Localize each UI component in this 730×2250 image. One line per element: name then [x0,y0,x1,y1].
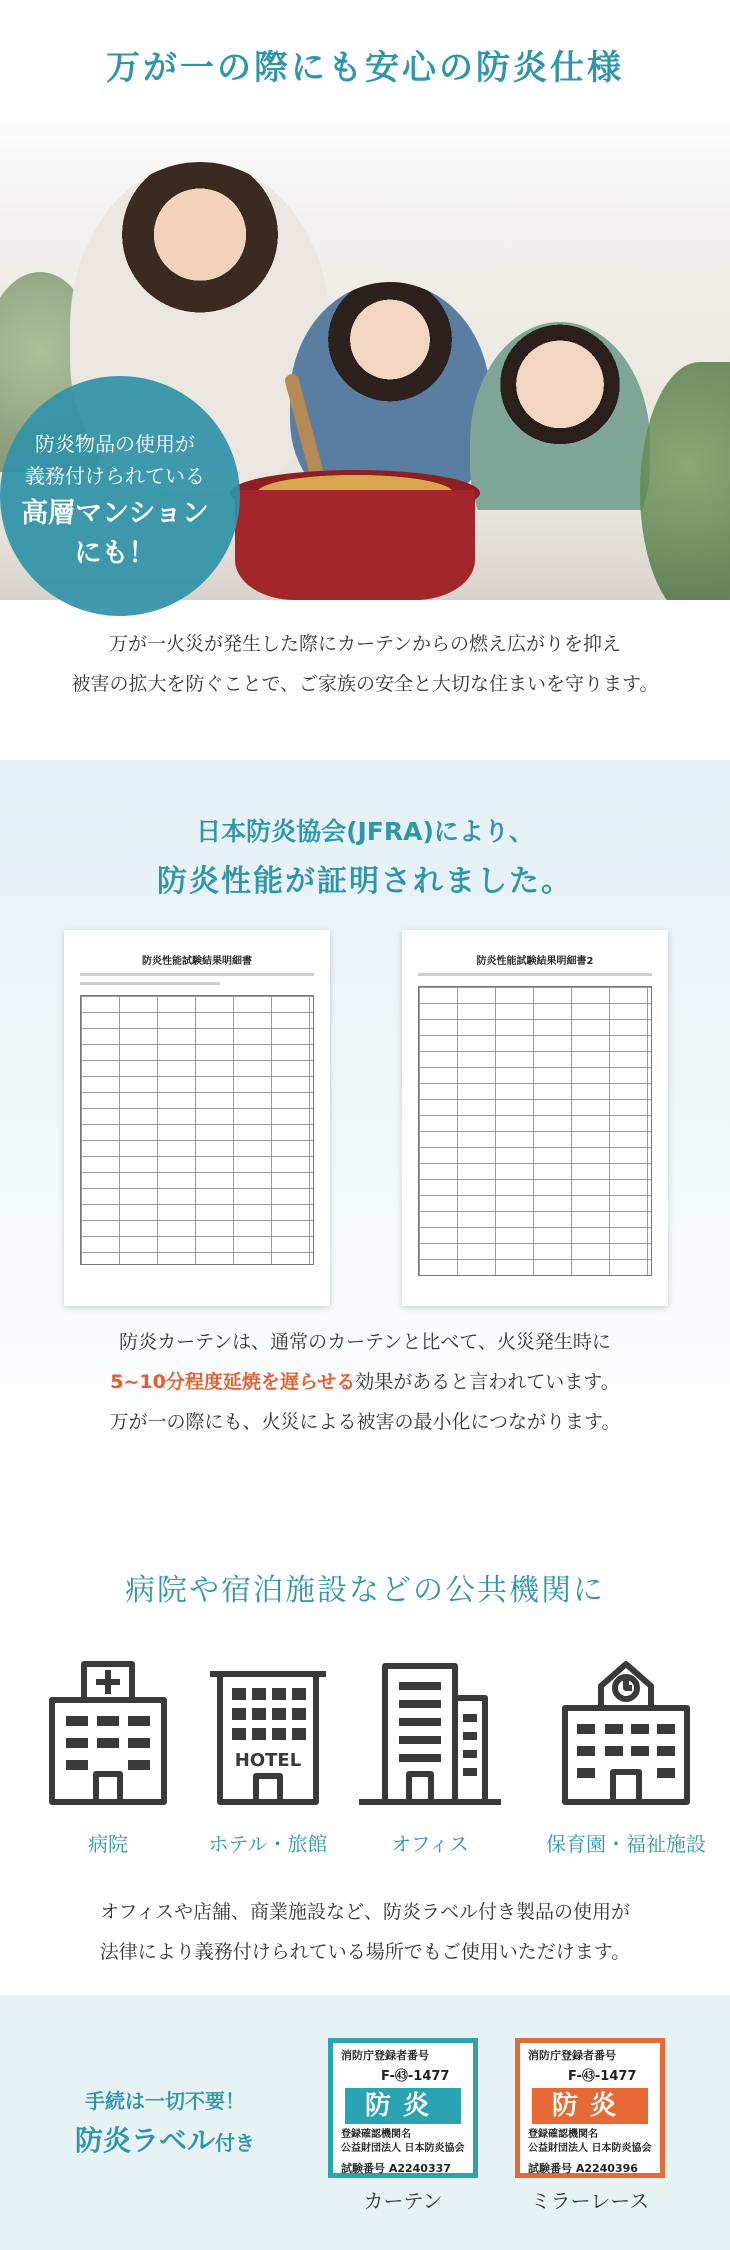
facility-label-hospital: 病院 [88,1832,128,1856]
doc1-text-line [80,973,314,976]
fire-label-curtain [328,2038,478,2178]
facility-office [350,1658,510,1857]
public-text-line1: オフィスや店舗、商業施設など、防炎ラベル付き製品の使用が [100,1901,630,1923]
high-rise-badge [0,376,240,616]
photo-plant-right [640,362,730,600]
badge-sub-text [0,428,230,492]
no-procedure-text: 手続は一切不要！ [85,2089,245,2113]
nursery-icon [551,1658,701,1808]
facility-label-nursery: 保育園・福祉施設 [546,1832,706,1856]
photo-pot [235,490,475,600]
label-org-line2: 公益財団法人 日本防炎協会 [528,2143,652,2154]
certification-title-line1: 日本防炎協会(JFRA)により、 [196,817,534,846]
doc2-text-line [418,973,652,976]
section1-text-line2: 被害の拡大を防ぐことで、ご家族の安全と大切な住まいを守ります。 [71,673,659,695]
facility-nursery [536,1658,716,1857]
badge-line4: にも！ [74,538,156,569]
section1-title: 万が一の際にも安心の防炎仕様 [106,48,624,88]
certification-section [0,760,730,1500]
doc2-table [418,986,652,1276]
test-result-document-1 [64,930,330,1306]
label-fire-mark: 防炎 [532,2088,648,2124]
certification-text-line3: 万が一の際にも、火災による被害の最小化につながります。 [109,1411,621,1433]
section1-description [0,624,730,704]
doc1-text-line [80,982,220,985]
label-header: 消防庁登録者番号 [341,2049,429,2062]
label-test-number: 試験番号 A2240396 [528,2162,638,2175]
badge-main-text [0,494,230,574]
certification-text-line2 [0,1362,730,1402]
public-facilities-description [0,1892,730,1972]
fire-label-mirror-lace [515,2038,665,2178]
label-header: 消防庁登録者番号 [528,2049,616,2062]
label-registration-number: F-㊸-1477 [568,2069,637,2084]
label-org-line1: 登録確認機関名 [528,2129,598,2140]
certification-description [0,1322,730,1442]
badge-line3: 高層マンション [21,498,209,529]
hospital-icon [40,1658,176,1808]
doc2-title: 防炎性能試験結果明細書2 [476,956,594,967]
public-facilities-title: 病院や宿泊施設などの公共機関に [125,1573,605,1608]
public-text-line2: 法律により義務付けられている場所でもご使用いただけます。 [99,1941,631,1963]
fire-label-heading-main: 防炎ラベル [74,2124,215,2157]
facility-hotel [188,1658,348,1857]
facility-label-hotel: ホテル・旅館 [208,1832,328,1856]
label-caption-curtain: カーテン [363,2189,443,2213]
hotel-sign: HOTEL [234,1750,302,1771]
facility-hospital [28,1658,188,1857]
label-test-number: 試験番号 A2240337 [341,2162,451,2175]
fire-label-heading-suffix: 付き [215,2131,255,2155]
fire-label-section [0,1995,730,2250]
facility-label-office: オフィス [391,1832,469,1856]
doc1-title: 防炎性能試験結果明細書 [142,956,252,967]
badge-line1: 防炎物品の使用が [35,432,195,456]
hotel-icon [200,1658,336,1808]
certification-title-line2: 防炎性能が証明されました。 [157,864,573,899]
certification-text-line1: 防炎カーテンは、通常のカーテンと比べて、火災発生時に [119,1331,611,1353]
label-fire-mark: 防炎 [345,2088,461,2124]
label-org-line2: 公益財団法人 日本防炎協会 [341,2143,465,2154]
label-org-line1: 登録確認機関名 [341,2129,411,2140]
office-icon [355,1658,505,1808]
doc1-table [80,995,314,1265]
fire-label-heading [50,2119,280,2159]
test-result-document-2 [402,930,668,1306]
label-caption-mirror-lace: ミラーレース [530,2189,650,2213]
certification-text-line2-rest: 効果があると言われています。 [355,1371,620,1393]
delay-highlight: 5~10分程度延焼を遅らせる [110,1371,356,1393]
label-registration-number: F-㊸-1477 [381,2069,450,2084]
section1-text-line1: 万が一火災が発生した際にカーテンからの燃え広がりを抑え [108,633,622,655]
badge-line2: 義務付けられている [25,464,205,488]
